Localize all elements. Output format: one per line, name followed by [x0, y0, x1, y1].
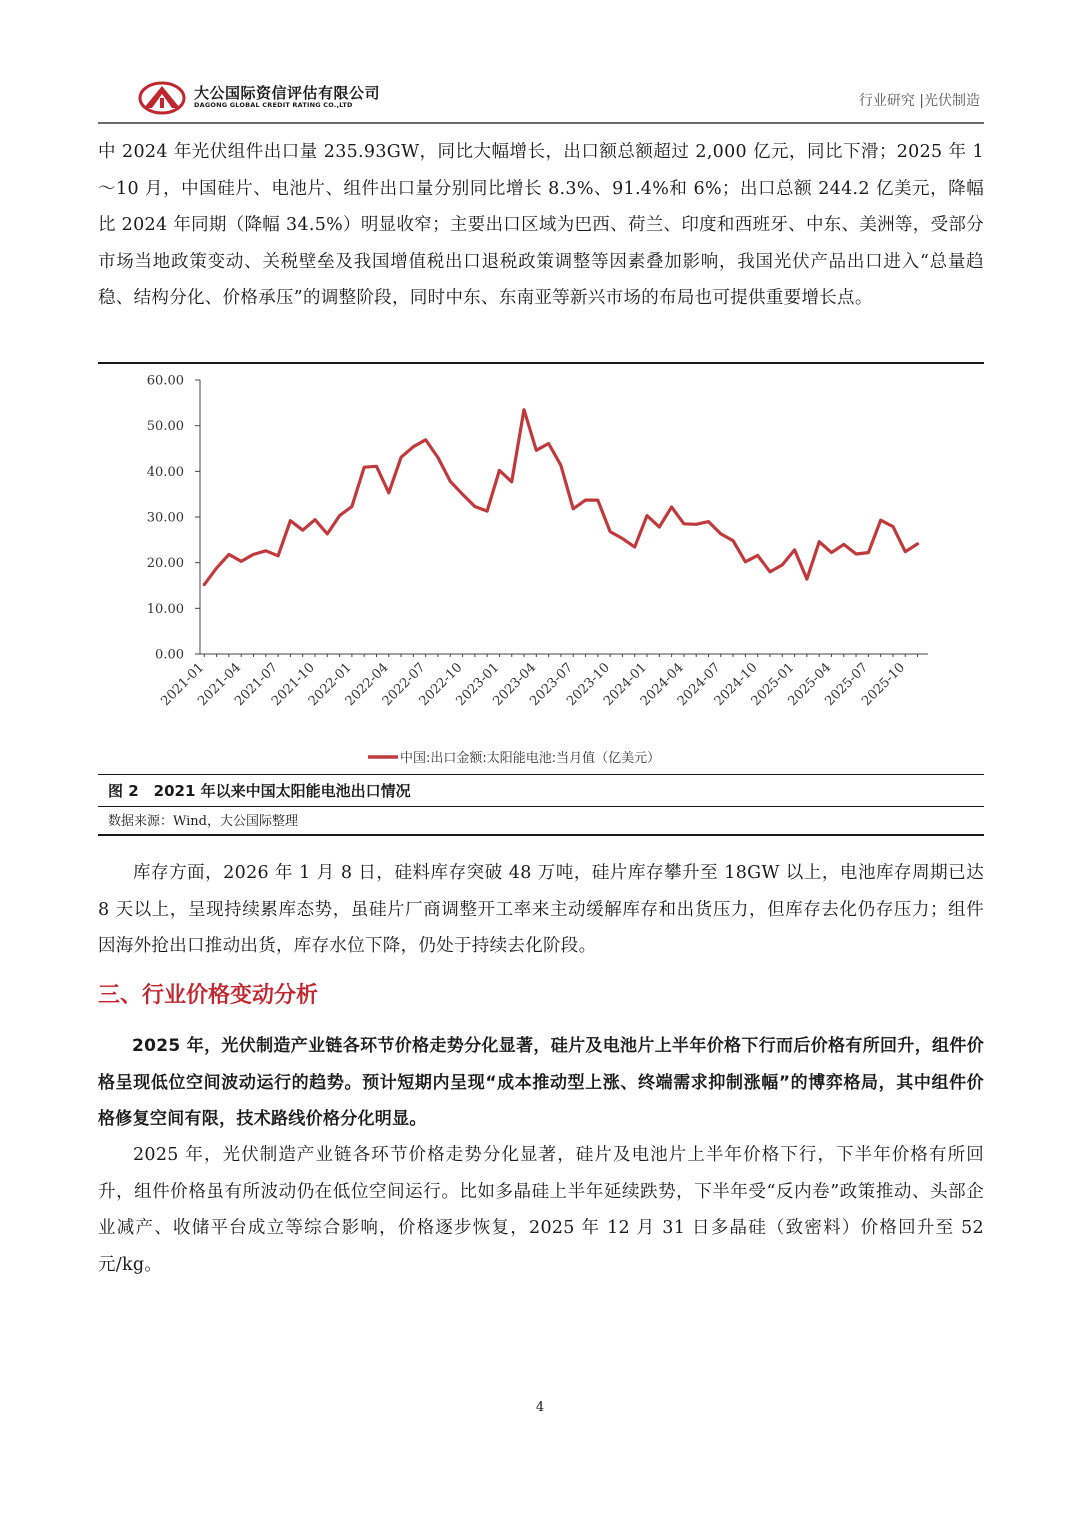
x-tick-label: 2021-04 [195, 660, 245, 710]
x-tick-label: 2024-07 [674, 660, 724, 710]
figure-legend-rule [98, 774, 984, 775]
company-name-cn: 大公国际资信评估有限公司 [194, 84, 381, 102]
x-tick-label: 2023-10 [564, 660, 613, 710]
figure-bottom-rule [98, 834, 984, 836]
export-line-chart [98, 364, 984, 774]
x-tick-label: 2021-01 [158, 660, 208, 710]
x-tick-label: 2025-04 [785, 660, 835, 710]
x-tick-label: 2022-04 [342, 660, 392, 710]
x-tick-label: 2022-01 [305, 660, 355, 710]
y-tick-label: 60.00 [146, 373, 184, 389]
x-tick-label: 2023-01 [453, 660, 503, 710]
page-number: 4 [535, 1400, 545, 1415]
x-tick-label: 2025-01 [748, 660, 798, 710]
x-tick-label: 2024-10 [711, 660, 761, 710]
figure-source: 数据来源：Wind，大公国际整理 [108, 814, 298, 829]
x-tick-label: 2022-07 [379, 660, 429, 710]
series-line [204, 410, 917, 585]
x-tick-label: 2023-04 [490, 660, 540, 710]
x-tick-label: 2021-10 [268, 660, 318, 710]
y-tick-label: 10.00 [146, 601, 184, 617]
header-divider [98, 122, 984, 124]
section-title: 三、行业价格变动分析 [98, 983, 319, 1008]
x-tick-label: 2025-07 [822, 660, 872, 710]
y-tick-label: 50.00 [146, 419, 184, 435]
figure-caption-rule [98, 806, 984, 807]
x-tick-label: 2024-04 [637, 660, 687, 710]
x-tick-label: 2024-01 [601, 660, 650, 710]
paragraph-price-detail: 2025 年，光伏制造产业链各环节价格走势分化显著，硅片及电池片上半年价格下行，下半年价格有所回升，组件价格虽有所波动仍在低位空间运行。比如多晶硅上半年延续跌势，下半年受“反内卷”政策推动、头部企业减产、收储平台成立等综合影响，价格逐步恢复，2025 年 12 月 31 日多晶硅（致密料）价格回升至 52 元/kg。 [98, 1145, 984, 1275]
y-tick-label: 20.00 [146, 556, 184, 572]
x-tick-label: 2022-10 [416, 660, 466, 710]
y-tick-label: 0.00 [155, 647, 184, 663]
company-name-en: DAGONG GLOBAL CREDIT RATING CO.,LTD [194, 101, 353, 109]
header-section-label: 行业研究 |光伏制造 [858, 93, 980, 109]
y-tick-label: 40.00 [146, 464, 184, 480]
y-tick-label: 30.00 [146, 510, 184, 526]
legend-label: 中国:出口金额:太阳能电池:当月值（亿美元） [400, 751, 661, 766]
x-tick-label: 2023-07 [527, 660, 577, 710]
paragraph-inventory: 库存方面，2026 年 1 月 8 日，硅料库存突破 48 万吨，硅片库存攀升至 18GW 以上，电池库存周期已达 8 天以上，呈现持续累库态势，虽硅片厂商调整开工率来主动缓解库存和出货压力，但库存去化仍存压力；组件因海外抢出口推动出货，库存水位下降，仍处于持续去化阶段。 [98, 863, 984, 956]
x-tick-label: 2025-10 [859, 660, 909, 710]
dagong-logo-icon [138, 80, 186, 116]
figure-caption: 图 2 2021 年以来中国太阳能电池出口情况 [108, 782, 411, 800]
paragraph-price-summary: 2025 年，光伏制造产业链各环节价格走势分化显著，硅片及电池片上半年价格下行而后价格有所回升，组件价格呈现低位空间波动运行的趋势。预计短期内呈现“成本推动型上涨、终端需求抑制涨幅”的博弈格局，其中组件价格修复空间有限，技术路线价格分化明显。 [98, 1036, 984, 1129]
x-tick-label: 2021-07 [232, 660, 281, 710]
paragraph-export: 中 2024 年光伏组件出口量 235.93GW，同比大幅增长，出口额总额超过 2,000 亿元，同比下滑；2025 年 1～10 月，中国硅片、电池片、组件出口量分别同比增长 8.3%、91.4%和 6%；出口总额 244.2 亿美元，降幅比 2024 年同期（降幅 34.5%）明显收窄；主要出口区域为巴西、荷兰、印度和西班牙、中东、美洲等，受部分市场当地政策变动、关税壁垒及我国增值税出口退税政策调整等因素叠加影响，我国光伏产品出口进入“总量趋稳、结构分化、价格承压”的调整阶段，同时中东、东南亚等新兴市场的布局也可提供重要增长点。 [98, 142, 984, 308]
page-header [98, 72, 984, 124]
